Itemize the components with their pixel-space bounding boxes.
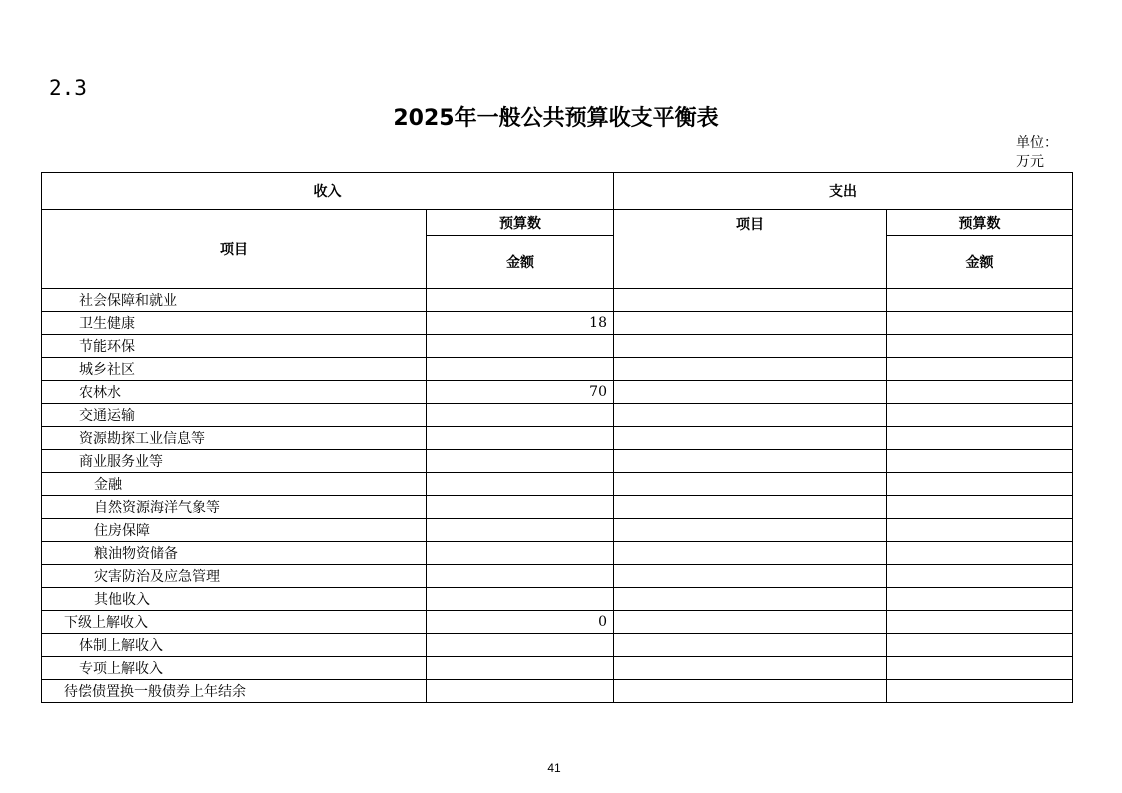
income-item-name: 待偿债置换一般债券上年结余 xyxy=(42,680,427,703)
expense-item-header: 项目 xyxy=(614,210,887,289)
expense-amount-cell xyxy=(887,519,1073,542)
table-row xyxy=(42,519,1073,542)
table-row xyxy=(42,335,1073,358)
expense-budget-header: 预算数 xyxy=(887,210,1073,236)
income-item-name: 农林水 xyxy=(42,381,427,404)
expense-item-cell xyxy=(614,496,887,519)
income-amount xyxy=(427,450,614,473)
expense-item-cell xyxy=(614,404,887,427)
income-item-name: 城乡社区 xyxy=(42,358,427,381)
table-row xyxy=(42,542,1073,565)
expense-amount-cell xyxy=(887,381,1073,404)
table-row xyxy=(42,473,1073,496)
income-item-name: 交通运输 xyxy=(42,404,427,427)
income-amount xyxy=(427,404,614,427)
expense-item-cell xyxy=(614,634,887,657)
income-amount xyxy=(427,496,614,519)
expense-amount-cell xyxy=(887,473,1073,496)
expense-item-cell xyxy=(614,611,887,634)
expense-amount-cell xyxy=(887,542,1073,565)
income-amount xyxy=(427,634,614,657)
income-item-name: 专项上解收入 xyxy=(42,657,427,680)
expense-amount-cell xyxy=(887,496,1073,519)
expense-item-cell xyxy=(614,542,887,565)
table-row xyxy=(42,611,1073,634)
page-number: 41 xyxy=(547,761,561,775)
income-item-name: 灾害防治及应急管理 xyxy=(42,565,427,588)
expense-item-cell xyxy=(614,427,887,450)
page-title: 2025年一般公共预算收支平衡表 xyxy=(393,106,719,131)
table-row xyxy=(42,289,1073,312)
expense-item-cell xyxy=(614,358,887,381)
expense-amount-cell xyxy=(887,427,1073,450)
expense-amount-cell xyxy=(887,289,1073,312)
table-row xyxy=(42,427,1073,450)
income-amount xyxy=(427,680,614,703)
expense-item-cell xyxy=(614,450,887,473)
income-item-name: 资源勘探工业信息等 xyxy=(42,427,427,450)
income-item-name: 金融 xyxy=(42,473,427,496)
income-amount xyxy=(427,519,614,542)
expense-item-cell xyxy=(614,473,887,496)
expense-amount-cell xyxy=(887,312,1073,335)
income-item-name: 体制上解收入 xyxy=(42,634,427,657)
expense-amount-cell xyxy=(887,450,1073,473)
income-item-header: 项目 xyxy=(42,210,427,289)
expense-amount-cell xyxy=(887,657,1073,680)
table-row xyxy=(42,657,1073,680)
expense-item-cell xyxy=(614,565,887,588)
expense-item-cell xyxy=(614,657,887,680)
income-amount: 18 xyxy=(427,312,614,335)
table-row xyxy=(42,404,1073,427)
income-amount xyxy=(427,588,614,611)
expense-header: 支出 xyxy=(614,173,1073,210)
income-amount xyxy=(427,335,614,358)
expense-item-cell xyxy=(614,381,887,404)
table-row xyxy=(42,565,1073,588)
income-amount xyxy=(427,289,614,312)
expense-amount-cell xyxy=(887,335,1073,358)
table-row xyxy=(42,312,1073,335)
table-row xyxy=(42,496,1073,519)
income-amount xyxy=(427,565,614,588)
income-amount: 70 xyxy=(427,381,614,404)
income-item-name: 自然资源海洋气象等 xyxy=(42,496,427,519)
income-item-name: 其他收入 xyxy=(42,588,427,611)
income-item-name: 粮油物资储备 xyxy=(42,542,427,565)
unit-label: 单位：万元 xyxy=(1016,135,1058,170)
income-amount xyxy=(427,542,614,565)
income-amount xyxy=(427,657,614,680)
expense-amount-cell xyxy=(887,404,1073,427)
income-budget-header: 预算数 xyxy=(427,210,614,236)
expense-amount-cell xyxy=(887,611,1073,634)
expense-item-cell xyxy=(614,680,887,703)
expense-amount-cell xyxy=(887,588,1073,611)
expense-amount-cell xyxy=(887,358,1073,381)
table-row xyxy=(42,450,1073,473)
expense-amount-cell xyxy=(887,565,1073,588)
expense-item-cell xyxy=(614,289,887,312)
income-amount xyxy=(427,427,614,450)
expense-amount-cell xyxy=(887,680,1073,703)
income-item-name: 住房保障 xyxy=(42,519,427,542)
expense-item-cell xyxy=(614,588,887,611)
expense-item-cell xyxy=(614,335,887,358)
income-header: 收入 xyxy=(42,173,614,210)
table-row xyxy=(42,680,1073,703)
section-number: 2.3 xyxy=(49,76,87,100)
income-amount xyxy=(427,473,614,496)
table-row xyxy=(42,381,1073,404)
expense-item-cell xyxy=(614,312,887,335)
income-amount-header: 金额 xyxy=(427,236,614,289)
income-amount: 0 xyxy=(427,611,614,634)
expense-item-cell xyxy=(614,519,887,542)
income-item-name: 节能环保 xyxy=(42,335,427,358)
budget-balance-table xyxy=(41,172,1073,703)
expense-amount-header: 金额 xyxy=(887,236,1073,289)
table-row xyxy=(42,634,1073,657)
table-row xyxy=(42,588,1073,611)
income-amount xyxy=(427,358,614,381)
table-row xyxy=(42,358,1073,381)
expense-amount-cell xyxy=(887,634,1073,657)
income-item-name: 卫生健康 xyxy=(42,312,427,335)
income-item-name: 下级上解收入 xyxy=(42,611,427,634)
income-item-name: 社会保障和就业 xyxy=(42,289,427,312)
income-item-name: 商业服务业等 xyxy=(42,450,427,473)
